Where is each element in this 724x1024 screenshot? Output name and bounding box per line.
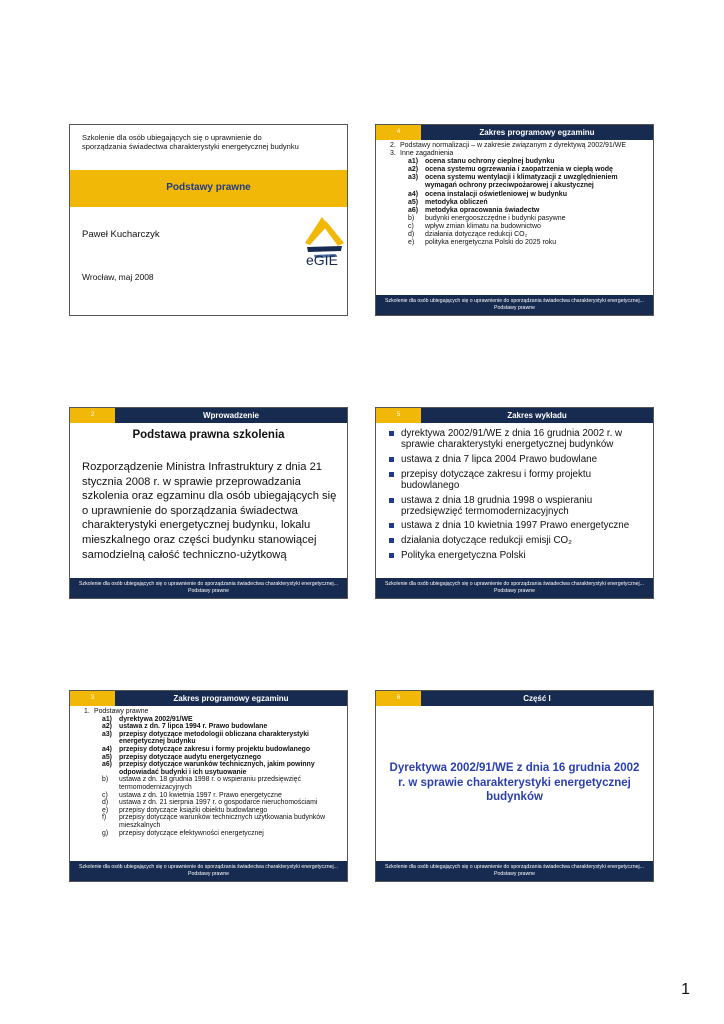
- sublist-item-text: przepisy dotyczące audytu energetycznego: [119, 753, 262, 761]
- slide-2-title: Wprowadzenie: [202, 411, 259, 420]
- sublist-item-key: a4): [408, 190, 419, 198]
- sublist-item-key: a6): [408, 206, 419, 214]
- slide-1-intro: Szkolenie dla osób ubiegających się o uprawnienie do sporządzania świadectwa charakterystyki energetycznej budynku: [82, 133, 299, 151]
- sublist-item-text: działania dotyczące redukcji CO₂: [425, 231, 528, 239]
- slide-1-title: Podstawy prawne: [166, 182, 251, 193]
- slide-6-number: 6: [376, 691, 421, 706]
- sublist-item: [102, 799, 341, 807]
- egie-logo-text: eGIE: [306, 252, 338, 268]
- slide-3-content: [84, 708, 341, 837]
- slide-4-title: Zakres programowy egzaminu: [479, 128, 595, 137]
- slide-5-title: Zakres wykładu: [507, 411, 567, 420]
- sublist-item-key: a5): [408, 198, 419, 206]
- sublist-item-text: ustawa z dn. 7 lipca 1994 r. Prawo budowlane: [119, 723, 268, 731]
- sublist-item: [102, 830, 341, 838]
- sublist-item-text: przepisy dotyczące warunków technicznych, jakim powinny odpowiadać budynki i ich usytuowanie: [119, 761, 315, 776]
- slide-1-title: [69, 124, 348, 316]
- sublist-item: [102, 731, 341, 746]
- bullet-item: Polityka energetyczna Polski: [389, 550, 647, 561]
- sublist-item: [408, 199, 647, 207]
- list-item: 3. Inne zagadnienia: [390, 150, 454, 158]
- bullet-item: ustawa z dnia 7 lipca 2004 Prawo budowlane: [389, 454, 647, 465]
- sublist-item-key: a1): [408, 158, 419, 166]
- bullet-item: dyrektywa 2002/91/WE z dnia 16 grudnia 2002 r. w sprawie charakterystyki energetycznej budynków: [389, 428, 647, 450]
- sublist-item-key: a4): [102, 745, 112, 753]
- sublist-item-text: metodyka obliczeń: [425, 198, 488, 206]
- sublist-item-text: przepisy dotyczące metodologii obliczana charakterystyki energetycznej budynku: [119, 730, 309, 746]
- sublist-item-text: przepisy dotyczące książki obiektu budowlanego: [119, 806, 268, 814]
- slide-5-header: [376, 408, 653, 423]
- sublist-item-key: a2): [408, 166, 419, 174]
- sublist-item-key: e): [102, 806, 109, 814]
- list-item: 1. Podstawy prawne: [84, 708, 149, 715]
- slide-4-sublist: [390, 158, 647, 247]
- sublist-item: [102, 761, 341, 776]
- slide-3-sublist: [84, 716, 341, 838]
- slide-5-content: [389, 428, 647, 565]
- sublist-item: [408, 174, 647, 190]
- sublist-item: [102, 723, 341, 731]
- sublist-item-key: b): [408, 214, 415, 222]
- slide-2-footer: Szkolenie dla osób ubiegających się o uprawnienie do sporządzania świadectwa charakterystyki energetycznej... Podstawy prawne: [70, 578, 347, 598]
- sublist-item-text: dyrektywa 2002/91/WE: [119, 715, 193, 723]
- sublist-item-text: przepisy dotyczące warunków technicznych użytkowania budynków mieszkalnych: [119, 814, 326, 829]
- sublist-item-key: a3): [102, 730, 112, 738]
- sublist-item: [408, 191, 647, 199]
- slide-6-header: [376, 691, 653, 706]
- list-item: 2. Podstawy normalizacji – w zakresie związanym z dyrektywą 2002/91/WE: [390, 142, 627, 149]
- slide-2-body: Rozporządzenie Ministra Infrastruktury z dnia 21 stycznia 2008 r. w sprawie przeprowadzania szkolenia oraz egzaminu dla osób ubiegających się o uprawnienie do sporządzania świadectwa charakterystyki energetycznej budynku, lokalu mieszkalnego oraz części budynku stanowiącej samodzielną całość techniczno-użytkową: [82, 461, 337, 561]
- sublist-item-key: g): [102, 829, 109, 837]
- sublist-item-text: przepisy dotyczące efektywności energetycznej: [119, 829, 264, 837]
- sublist-item: [408, 207, 647, 215]
- sublist-item: [102, 807, 341, 815]
- slide-4-header: [376, 125, 653, 140]
- sublist-item: [102, 716, 341, 724]
- slide-4-content: [390, 142, 647, 247]
- sublist-item-key: a1): [102, 715, 112, 723]
- sublist-item-text: metodyka opracowania świadectw: [425, 206, 540, 214]
- slide-4: [375, 124, 654, 316]
- slide-5: [375, 407, 654, 599]
- slide-5-footer: Szkolenie dla osób ubiegających się o uprawnienie do sporządzania świadectwa charakterystyki energetycznej... Podstawy prawne: [376, 578, 653, 598]
- sublist-item: [102, 746, 341, 754]
- sublist-item: [102, 814, 341, 829]
- sublist-item-text: ocena systemu wentylacji i klimatyzacji z uwzględnieniem wymagań ochrony przeciwpożarowej i akustycznej: [425, 174, 618, 190]
- sublist-item-key: c): [408, 222, 414, 230]
- slide-6-heading: Dyrektywa 2002/91/WE z dnia 16 grudnia 2002 r. w sprawie charakterystyki energetycznej budynków: [389, 762, 640, 803]
- slide-6: [375, 690, 654, 882]
- sublist-item-key: a2): [102, 723, 112, 731]
- slide-4-footer: Szkolenie dla osób ubiegających się o uprawnienie do sporządzania świadectwa charakterystyki energetycznej... Podstawy prawne: [376, 295, 653, 315]
- bullet-item: ustawa z dnia 10 kwietnia 1997 Prawo energetyczne: [389, 520, 647, 531]
- bullet-item: ustawa z dnia 18 grudnia 1998 o wspieraniu przedsięwzięć termomodernizacyjnych: [389, 495, 647, 517]
- sublist-item-key: e): [408, 239, 415, 247]
- sublist-item-text: przepisy dotyczące zakresu i formy projektu budowlanego: [119, 745, 311, 753]
- sublist-item: [102, 792, 341, 800]
- slide-2-heading: Podstawa prawna szkolenia: [132, 429, 285, 441]
- sublist-item-text: polityka energetyczna Polski do 2025 roku: [425, 239, 557, 247]
- sublist-item-key: a6): [102, 761, 112, 769]
- sublist-item-text: ocena instalacji oświetleniowej w budynku: [425, 190, 567, 198]
- sublist-item-text: ustawa z dn. 10 kwietnia 1997 r. Prawo energetyczne: [119, 791, 282, 799]
- sublist-item-text: ustawa z dn. 21 sierpnia 1997 r. o gospodarce nieruchomościami: [119, 799, 318, 807]
- sublist-item-text: ustawa z dn. 18 grudnia 1998 r. o wspieraniu przedsięwzięć termomodernizacyjnych: [119, 776, 301, 791]
- slide-5-number: 5: [376, 408, 421, 423]
- slide-3-footer: Szkolenie dla osób ubiegających się o uprawnienie do sporządzania świadectwa charakterystyki energetycznej... Podstawy prawne: [70, 861, 347, 881]
- sublist-item-text: budynki energooszczędne i budynki pasywne: [425, 214, 566, 222]
- bullet-item: działania dotyczące redukcji emisji CO₂: [389, 535, 647, 546]
- sublist-item-key: c): [102, 791, 108, 799]
- sublist-item: [408, 239, 647, 247]
- slide-6-title: Część I: [523, 694, 551, 703]
- slide-3-title: Zakres programowy egzaminu: [173, 694, 289, 703]
- slide-3-number: 3: [70, 691, 115, 706]
- slide-3-header: [70, 691, 347, 706]
- slide-1-place-date: Wrocław, maj 2008: [82, 272, 154, 282]
- page-number: 1: [681, 981, 690, 998]
- slide-1-author: Paweł Kucharczyk: [82, 229, 160, 240]
- sublist-item-key: b): [102, 776, 109, 784]
- sublist-item: [408, 158, 647, 166]
- sublist-item-key: f): [102, 814, 107, 822]
- sublist-item-key: a3): [408, 174, 419, 182]
- slide-6-footer: Szkolenie dla osób ubiegających się o uprawnienie do sporządzania świadectwa charakterystyki energetycznej... Podstawy prawne: [376, 861, 653, 881]
- sublist-item-key: a5): [102, 753, 112, 761]
- sublist-item-key: d): [102, 799, 109, 807]
- sublist-item: [408, 215, 647, 223]
- sublist-item: [102, 776, 341, 791]
- slide-2: [69, 407, 348, 599]
- sublist-item-text: ocena systemu ogrzewania i zaopatrzenia w ciepłą wodę: [425, 166, 613, 174]
- sublist-item-text: wpływ zmian klimatu na budownictwo: [425, 222, 541, 230]
- slide-3: [69, 690, 348, 882]
- sublist-item: [102, 754, 341, 762]
- sublist-item: [408, 223, 647, 231]
- sublist-item-key: d): [408, 231, 415, 239]
- sublist-item: [408, 166, 647, 174]
- sublist-item-text: ocena stanu ochrony cieplnej budynku: [425, 158, 555, 166]
- sublist-item: [408, 231, 647, 239]
- slide-2-header: [70, 408, 347, 423]
- slide-2-number: 2: [70, 408, 115, 423]
- bullet-item: przepisy dotyczące zakresu i formy projektu budowlanego: [389, 469, 647, 491]
- egie-logo: [302, 215, 346, 271]
- slide-4-number: 4: [376, 125, 421, 140]
